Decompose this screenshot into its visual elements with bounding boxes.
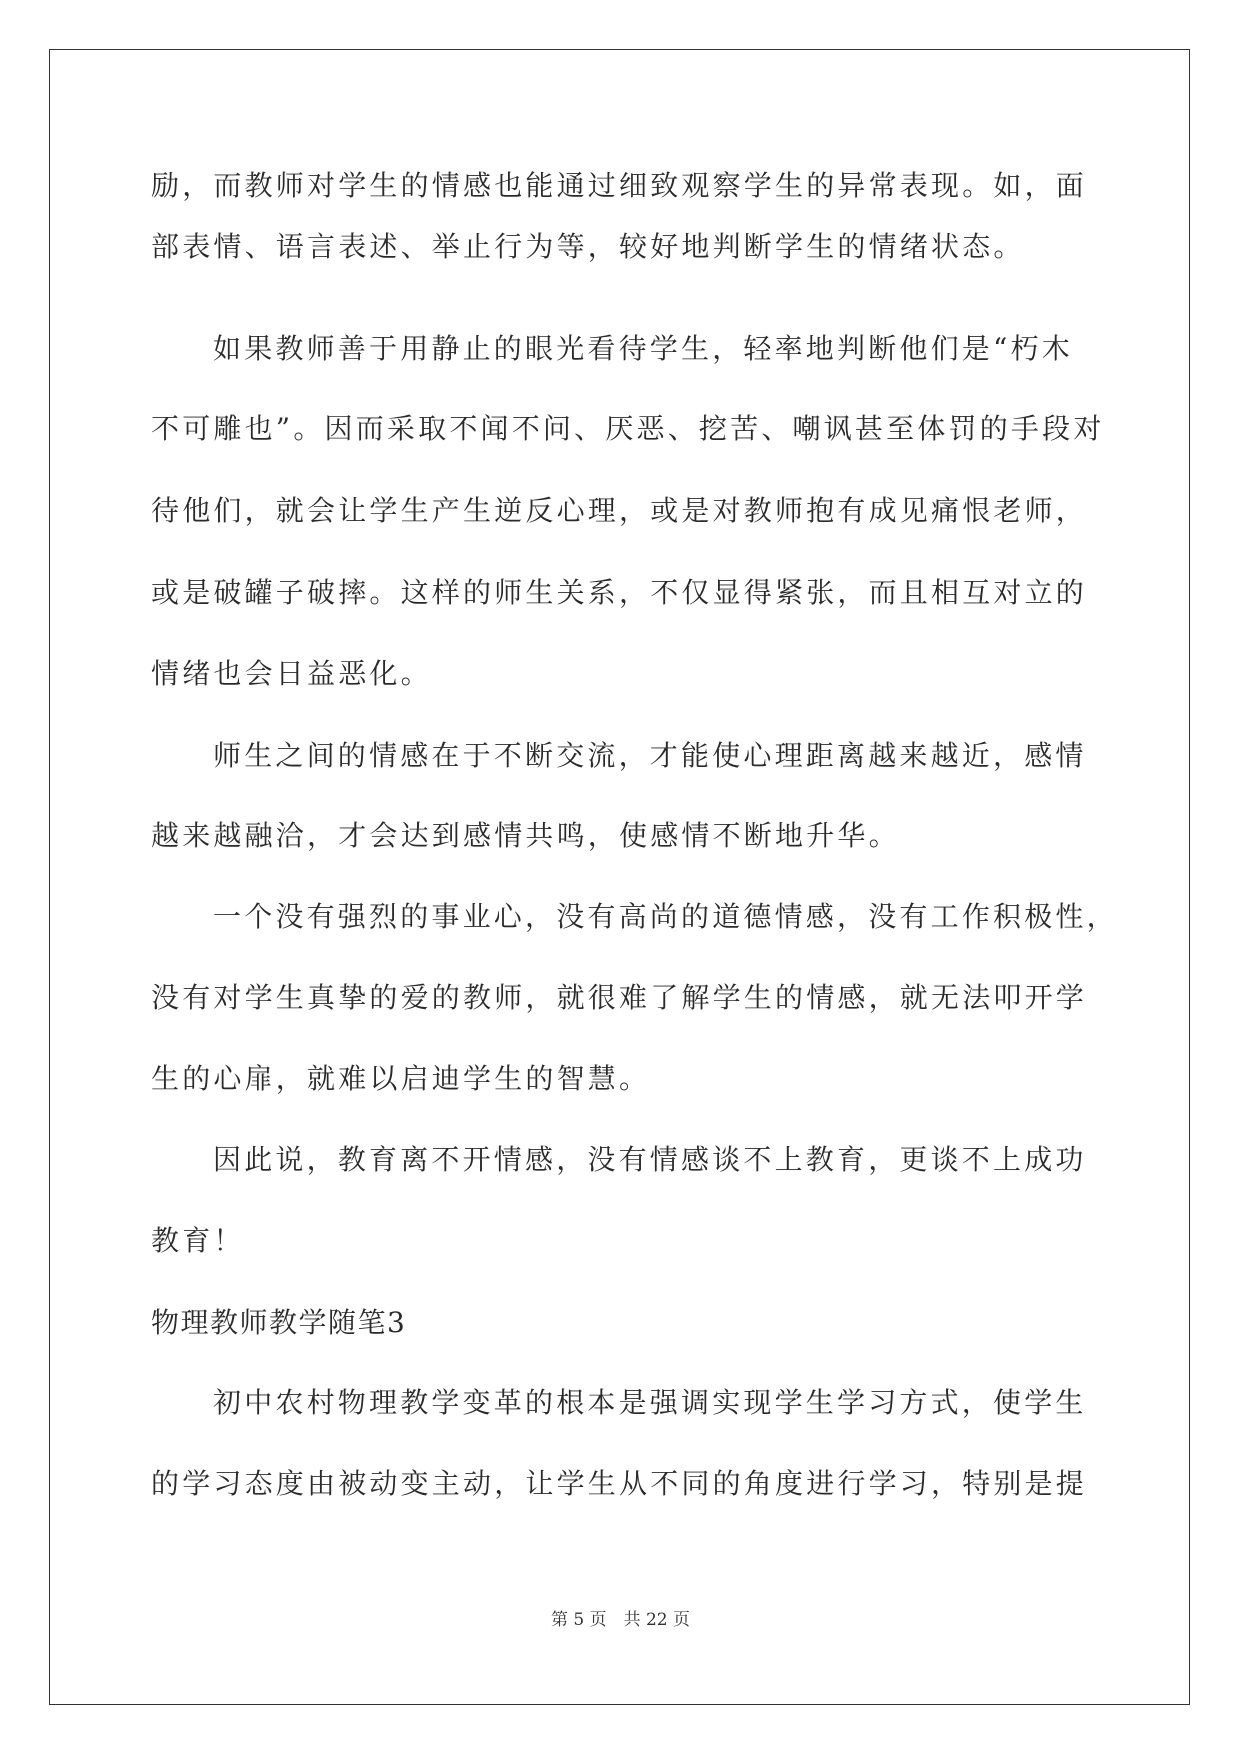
text-line: 情绪也会日益恶化。 (151, 657, 432, 690)
text-line: 没有对学生真挚的爱的教师，就很难了解学生的情感，就无法叩开学 (151, 981, 1088, 1014)
text-line: 部表情、语言表述、举止行为等，较好地判断学生的情绪状态。 (151, 230, 1025, 263)
text-line: 一个没有强烈的事业心，没有高尚的道德情感，没有工作积极性， (213, 900, 1118, 933)
text-line: 初中农村物理教学变革的根本是强调实现学生学习方式，使学生 (213, 1386, 1087, 1419)
page-footer (0, 1609, 1241, 1631)
text-line: 的学习态度由被动变主动，让学生从不同的角度进行学习，特别是提 (151, 1467, 1088, 1500)
page-number-label: 第 5 页 共 22 页 (550, 1610, 691, 1630)
text-line: 不可雕也”。因而采取不闻不问、厌恶、挖苦、嘲讽甚至体罚的手段对 (151, 412, 1105, 445)
text-line: 或是破罐子破摔。这样的师生关系，不仅显得紧张，而且相互对立的 (151, 576, 1088, 609)
text-line: 待他们，就会让学生产生逆反心理，或是对教师抱有成见痛恨老师， (151, 494, 1088, 527)
text-line: 因此说，教育离不开情感，没有情感谈不上教育，更谈不上成功 (213, 1143, 1087, 1176)
text-line: 如果教师善于用静止的眼光看待学生，轻率地判断他们是“朽木 (213, 332, 1073, 365)
section-heading: 物理教师教学随笔3 (151, 1306, 407, 1339)
text-line: 生的心扉，就难以启迪学生的智慧。 (151, 1062, 651, 1095)
page-frame (49, 49, 1190, 1705)
text-line: 越来越融洽，才会达到感情共鸣，使感情不断地升华。 (151, 819, 900, 852)
text-line: 励，而教师对学生的情感也能通过细致观察学生的异常表现。如，面 (151, 169, 1088, 202)
text-line: 教育！ (151, 1224, 245, 1257)
text-line: 师生之间的情感在于不断交流，才能使心理距离越来越近，感情 (213, 739, 1087, 772)
